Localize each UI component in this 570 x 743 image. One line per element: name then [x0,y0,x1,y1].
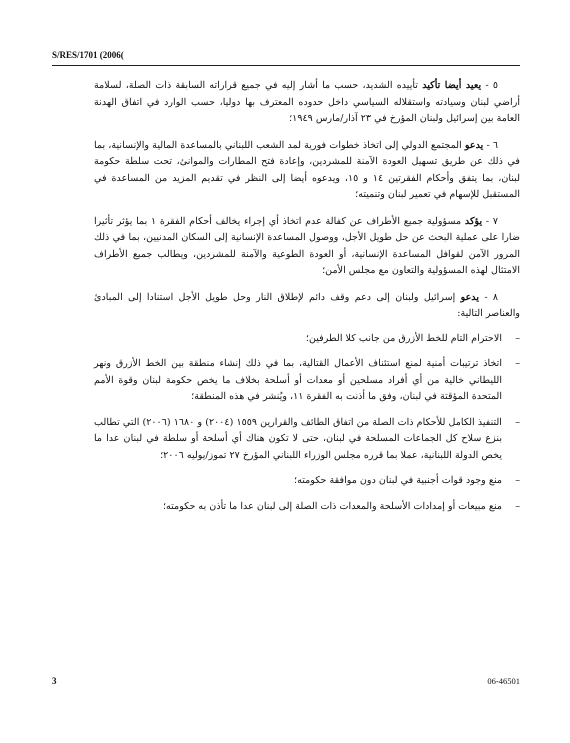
document-symbol: S/RES/1701 (2006( [52,50,124,60]
list-item: – التنفيذ الكامل للأحكام ذات الصلة من اتفاق الطائف والقرارين ١٥٥٩ (٢٠٠٤) و ١٦٨٠ (٢٠٠٦) التي تطالب بنزع سلاح كل الجماعات المسلحة في لبنان، حتى لا تكون هناك أي أسلحة أو سلطة في لبنان عدا ما يخص الدولة اللبنانية، عملا بما قرره مجلس الوزراء اللبناني المؤرخ ٢٧ تموز/يوليه ٢٠٠٦؛ [94,416,520,461]
paragraph-lead: يدعو [460,291,480,303]
paragraph-lead: يؤكد [464,215,483,227]
paragraph-number: ٦ - [486,139,498,151]
dash-bullet: – [515,500,520,512]
paragraph-8 [94,290,520,323]
list-item: – منع وجود قوات أجنبية في لبنان دون موافقة حكومته؛ [94,473,502,490]
list-item: – اتخاذ ترتيبات أمنية لمنع استئناف الأعمال القتالية، بما في ذلك إنشاء منطقة بين الخط الأزرق ونهر الليطاني خالية من أي أفراد مسلحين أو معدات أو أسلحة بخلاف ما يخص حكومة لبنان وقوة الأمم المتحدة المؤقتة في لبنان، وفق ما أذنت به الفقرة ١١، ويُنشر في هذه المنطقة؛ [94,358,520,402]
paragraph-number: ٥ - [485,80,498,91]
paragraph-lead: يعيد أيضا تأكيد [422,80,482,91]
paragraph-text: إسرائيل ولبنان إلى دعم وقف دائم لإطلاق النار وحل طويل الأجل استنادا إلى المبادئ والعناصر التالية: [94,291,520,319]
paragraph-text: المجتمع الدولي إلى اتخاذ خطوات فورية لمد الشعب اللبناني بالمساعدة المالية والإنسانية، بما في ذلك عن طريق تسهيل العودة الآمنة للمشردين، وإعادة فتح المطارات والموانئ، تحت سلطة حكومة لبنان، بما يتفق وأحكام الفقرتين ١٤ و ١٥، ويدعوه أيضا إلى النظر في تقديم المزيد من المساعدة في المستقبل للإسهام في تعمير لبنان وتنميته؛ [94,139,520,200]
paragraph-text: مسؤولية جميع الأطراف عن كفالة عدم اتخاذ أي إجراء يخالف أحكام الفقرة ١ بما يؤثر تأثيرا ضارا على عملية البحث عن حل طويل الأجل، ووصول المساعدة الإنسانية إلى السكان المدنيين، بما في ذلك المرور الآمن لقوافل المساعدة الإنسانية، أو العودة الطوعية والآمنة للمشردين، ويطالب جميع الأطراف الامتثال لهذه المسؤولية والتعاون مع مجلس الأمن؛ [94,215,520,276]
paragraph-text: تأييده الشديد، حسب ما أشار إليه في جميع قراراته السابقة ذات الصلة، لسلامة أراضي لبنان وسيادته واستقلاله السياسي داخل حدوده المعترف بها دوليا، حسب الوارد في اتفاق الهدنة العامة بين إسرائيل ولبنان المؤرخ في ٢٣ آذار/مارس ١٩٤٩؛ [94,80,520,124]
document-body [94,78,520,524]
dash-bullet: – [515,358,520,369]
paragraph-5 [94,78,520,128]
dash-bullet: – [515,475,520,486]
document-code: 06-46501 [487,676,520,686]
list-item: – منع مبيعات أو إمدادات الأسلحة والمعدات ذات الصلة إلى لبنان عدا ما تأذن به حكومته؛ [94,499,502,516]
principles-list [94,331,520,516]
page-number: 3 [52,676,57,686]
paragraph-lead: يدعو [464,139,484,151]
list-item: – الاحترام التام للخط الأزرق من جانب كلا الطرفين؛ [94,331,502,348]
paragraph-number: ٨ - [484,291,498,303]
paragraph-number: ٧ - [485,215,498,227]
header-rule [52,65,520,66]
dash-bullet: – [515,332,520,344]
dash-bullet: – [515,416,520,428]
paragraph-6 [94,138,520,204]
paragraph-7 [94,214,520,280]
